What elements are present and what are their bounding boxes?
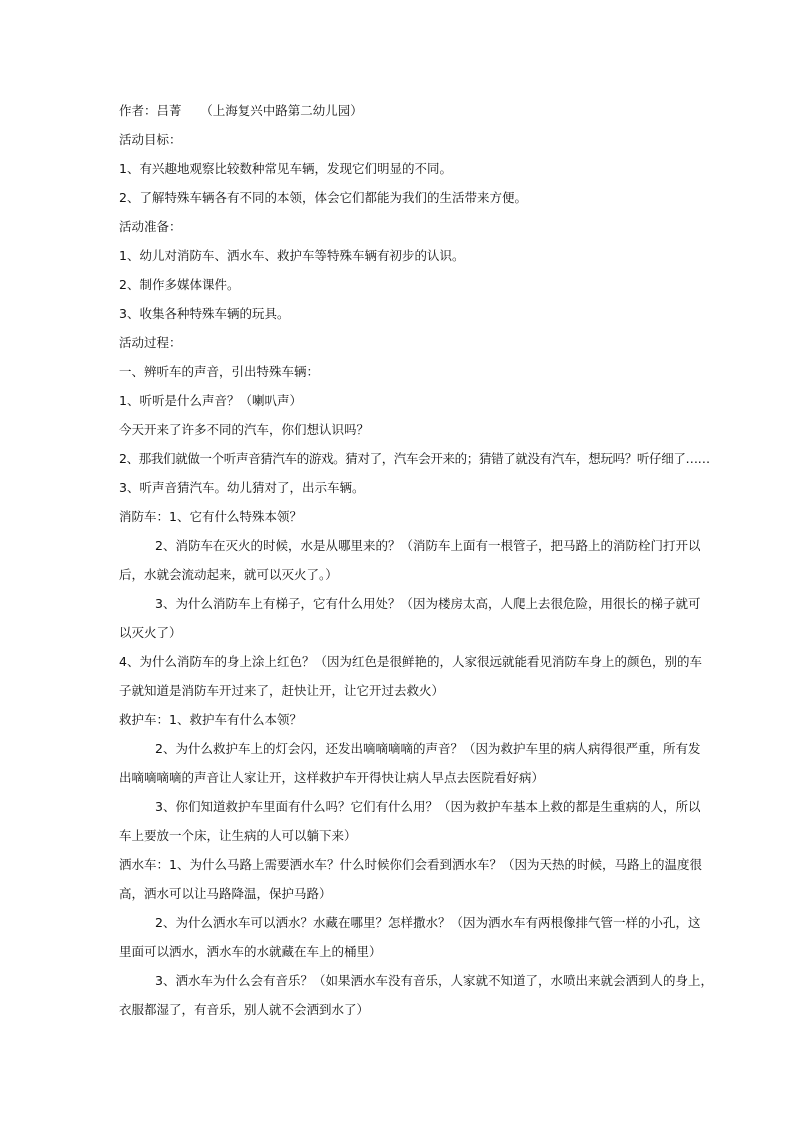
sprinkler-question: 洒水车：1、为什么马路上需要洒水车？什么时候你们会看到洒水车？（因为天热的时候，马路上的温度很 [119, 857, 702, 872]
prep-item: 3、收集各种特殊车辆的玩具。 [119, 306, 290, 321]
fire-truck-question-cont: 子就知道是消防车开过来了，赶快让开，让它开过去救火） [119, 683, 445, 698]
sprinkler-question-cont: 里面可以洒水，洒水车的水就藏在车上的桶里） [119, 944, 382, 959]
ambulance-question-cont: 出嘀嘀嘀嘀的声音让人家让开，这样救护车开得快让病人早点去医院看好病） [119, 770, 545, 785]
fire-truck-question: 3、为什么消防车上有梯子，它有什么用处？（因为楼房太高，人爬上去很危险，用很长的梯子就可 [155, 596, 701, 611]
sprinkler-question-cont: 高，洒水可以让马路降温，保护马路） [119, 886, 332, 901]
sprinkler-question-cont: 衣服都湿了，有音乐，别人就不会洒到水了） [119, 1002, 370, 1017]
document-body [119, 100, 713, 1028]
prep-heading: 活动准备： [119, 219, 182, 234]
question-item: 2、那我们就做一个听声音猜汽车的游戏。猜对了，汽车会开来的；猜错了就没有汽车，想玩吗？听仔细了…… [119, 451, 710, 466]
goal-item: 2、了解特殊车辆各有不同的本领，体会它们都能为我们的生活带来方便。 [119, 190, 527, 205]
fire-truck-question: 2、消防车在灭火的时候，水是从哪里来的？（消防车上面有一根管子，把马路上的消防栓门打开以 [155, 538, 701, 553]
fire-truck-question: 消防车：1、它有什么特殊本领？ [119, 509, 302, 524]
ambulance-question-cont: 车上要放一个床，让生病的人可以躺下来） [119, 828, 357, 843]
question-item: 3、听声音猜汽车。幼儿猜对了，出示车辆。 [119, 480, 365, 495]
goal-item: 1、有兴趣地观察比较数种常见车辆，发现它们明显的不同。 [119, 161, 452, 176]
fire-truck-question-cont: 后，水就会流动起来，就可以灭火了。） [119, 567, 338, 582]
process-heading: 活动过程： [119, 335, 182, 350]
question-item: 1、听听是什么声音？（喇叭声） [119, 393, 302, 408]
prep-item: 2、制作多媒体课件。 [119, 277, 240, 292]
author-line: 作者：吕菁 （上海复兴中路第二幼儿园） [119, 103, 363, 118]
question-item: 今天开来了许多不同的汽车，你们想认识吗？ [119, 422, 370, 437]
ambulance-question: 2、为什么救护车上的灯会闪，还发出嘀嘀嘀嘀的声音？（因为救护车里的病人病得很严重，所有发 [155, 741, 701, 756]
step-heading: 一、辨听车的声音，引出特殊车辆： [119, 364, 320, 379]
sprinkler-question: 2、为什么洒水车可以洒水？水藏在哪里？怎样撒水？（因为洒水车有两根像排气管一样的小孔，这 [155, 915, 701, 930]
sprinkler-question: 3、洒水车为什么会有音乐？（如果洒水车没有音乐，人家就不知道了，水喷出来就会洒到人的身上， [155, 973, 713, 988]
fire-truck-question: 4、为什么消防车的身上涂上红色？（因为红色是很鲜艳的，人家很远就能看见消防车身上的颜色，别的车 [119, 654, 702, 669]
prep-item: 1、幼儿对消防车、洒水车、救护车等特殊车辆有初步的认识。 [119, 248, 465, 263]
ambulance-question: 救护车：1、救护车有什么本领？ [119, 712, 302, 727]
goals-heading: 活动目标： [119, 132, 182, 147]
ambulance-question: 3、你们知道救护车里面有什么吗？它们有什么用？（因为救护车基本上救的都是生重病的人，所以 [155, 799, 701, 814]
fire-truck-question-cont: 以灭火了） [119, 625, 182, 640]
